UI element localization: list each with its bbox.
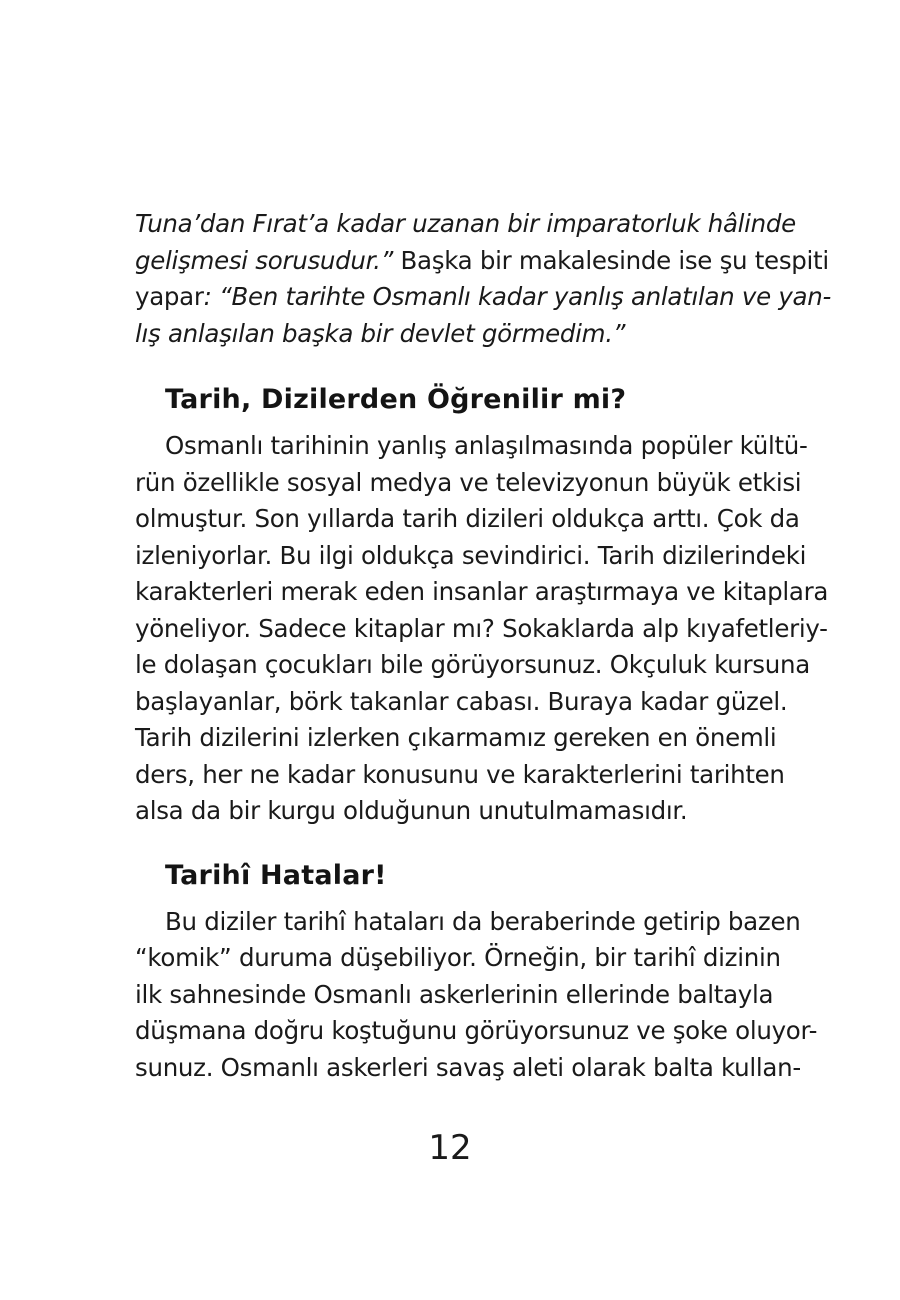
text-line: ilk sahnesinde Osmanlı askerlerinin ellerinde baltayla [135, 979, 774, 1009]
text-line [135, 316, 773, 353]
text-line: yöneliyor. Sadece kitaplar mı? Sokaklarda alp kıyafetleriy- [135, 613, 828, 643]
section-paragraph [135, 904, 818, 1087]
page-body [135, 206, 832, 1086]
intro-paragraph [135, 206, 832, 352]
text-line: sunuz. Osmanlı askerleri savaş aleti olarak balta kullan- [135, 1052, 801, 1082]
section-heading-tarih-diziler: Tarih, Dizilerden Öğrenilir mi? [165, 384, 627, 415]
text-line: olmuştur. Son yıllarda tarih dizileri oldukça arttı. Çok da [135, 504, 800, 533]
text-line: düşmana doğru koştuğunu görüyorsunuz ve şoke oluyor- [135, 1016, 818, 1045]
text-line: izleniyorlar. Bu ilgi oldukça sevindirici. Tarih dizilerindeki [135, 540, 807, 570]
text-line [135, 279, 832, 316]
text-line: “komik” duruma düşebiliyor. Örneğin, bir tarihî dizinin [135, 943, 781, 972]
text-run: : “Ben tarihte Osmanlı kadar yanlış anlatılan ve yan- [203, 282, 832, 311]
text-line [135, 206, 796, 243]
text-line: ders, her ne kadar konusunu ve karakterlerini tarihten [135, 759, 785, 789]
section-paragraph [135, 428, 829, 830]
page-number: 12 [428, 1128, 472, 1168]
text-run: yapar [135, 282, 204, 311]
text-run: gelişmesi sorusudur.” [135, 245, 401, 275]
text-run: Başka bir makalesinde ise şu tespiti [400, 245, 829, 275]
text-line: Bu diziler tarihî hataları da beraberinde getirip bazen [165, 906, 801, 936]
text-line: le dolaşan çocukları bile görüyorsunuz. Okçuluk kursuna [135, 650, 810, 679]
text-run: Tuna’dan Fırat’a kadar uzanan bir imparatorluk hâlinde [135, 209, 796, 238]
text-line [135, 243, 829, 280]
text-run: lış anlaşılan başka bir devlet görmedim.” [135, 318, 626, 348]
text-line: başlayanlar, börk takanlar cabası. Buraya kadar güzel. [135, 686, 788, 716]
text-line: alsa da bir kurgu olduğunun unutulmamasıdır. [135, 796, 688, 825]
text-line: Tarih dizilerini izlerken çıkarmamız gereken en önemli [135, 723, 777, 752]
text-line: karakterleri merak eden insanlar araştırmaya ve kitaplara [135, 577, 829, 606]
section-heading-tarihi-hatalar: Tarihî Hatalar! [165, 859, 387, 891]
text-line: rün özellikle sosyal medya ve televizyonun büyük etkisi [135, 467, 802, 497]
text-line: Osmanlı tarihinin yanlış anlaşılmasında popüler kültü- [165, 431, 808, 460]
